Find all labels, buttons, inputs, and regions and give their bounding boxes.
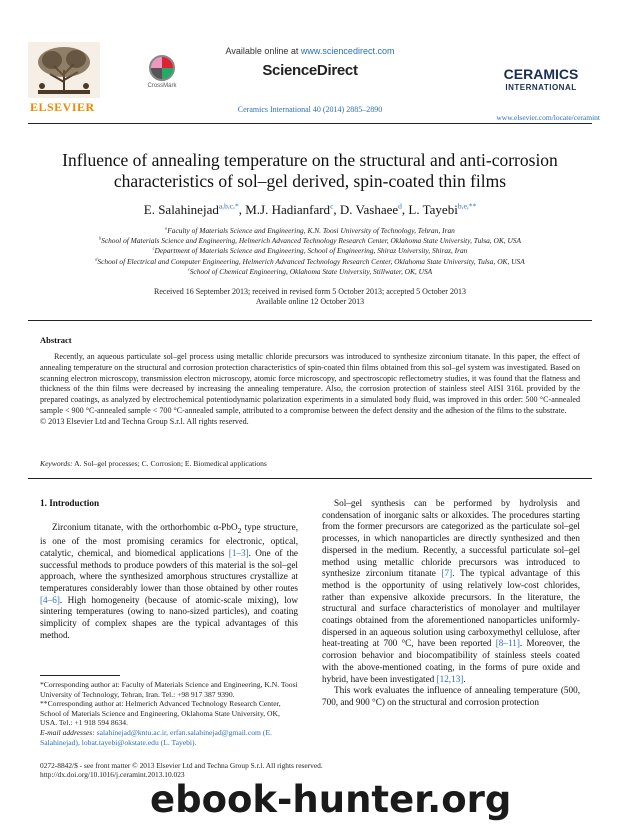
publisher-logo-text: ELSEVIER [30,100,95,114]
citation-link[interactable]: [1–3] [228,547,249,558]
affiliation-item [30,246,590,256]
citation-link[interactable]: [12,13] [436,673,464,684]
abstract-copyright: © 2013 Elsevier Ltd and Techna Group S.r.l. All rights reserved. [40,416,249,426]
author-marks[interactable]: d [398,201,402,211]
text-run: Sol–gel synthesis can be performed by hydrolysis and condensation of inorganic salts or alkoxides. The procedures starting from the former precursors are categorized as the particulate sol–gel processes, in which nanoparticles are directly synthesized and then dispersed in the medium. Recently, a successful particulate sol–gel method using metallic chloride precursors was introduced to synthesize zirconium titanate [322,498,580,579]
affiliation-mark: a [165,225,168,231]
intro-paragraph-2 [322,498,580,685]
footnote-emails [40,728,298,747]
affiliation-item [30,257,590,267]
author-separator: , [333,202,340,217]
text-run: Zirconium titanate, with the orthorhombic α-PbO [52,521,238,532]
author-name: E. Salahinejad [143,202,219,217]
citation-link[interactable]: [7] [441,568,453,579]
author-name: M.J. Hadianfard [245,202,331,217]
keywords-list: A. Sol–gel processes; C. Corrosion; E. Biomedical applications [72,459,267,468]
affiliation-text: School of Electrical and Computer Engineering, Helmerich Advanced Technology Research Center, Oklahoma State University, Tulsa, OK, USA [97,256,525,266]
intro-paragraph-3: This work evaluates the influence of annealing temperature (500, 700, and 900 °C) on the structural and corrosion protection [322,685,580,707]
doi-link[interactable]: http://dx.doi.org/10.1016/j.ceramint.2013.10.023 [40,770,185,780]
available-prefix: Available online at [225,46,301,56]
journal-homepage-link[interactable]: www.elsevier.com/locate/ceramint [496,113,600,122]
elsevier-tree-logo [28,42,100,98]
affiliation-mark: e [187,266,190,272]
page-footer [40,761,460,780]
affiliation-text: School of Materials Science and Engineering, Helmerich Advanced Technology Research Center, Oklahoma State University, Tulsa, OK, USA [101,236,522,246]
email-label: E-mail addresses: [40,727,95,737]
journal-reference-link[interactable]: Ceramics International 40 (2014) 2885–2890 [237,105,383,114]
article-title: Influence of annealing temperature on the structural and anti-corrosion characteristics of sol–gel derived, spin-coated thin films [62,150,558,191]
journal-logo [486,68,596,94]
abstract-bottom-rule [28,478,592,479]
author-separator: , [238,202,246,217]
journal-logo-line1: CERAMICS [503,66,579,82]
text-run: . High homogeneity (because of atomic-scale mixing), low sintering temperatures (owing to nano-sized particles), and coating simplicity of complex shapes are the typical advantages of this method. [40,594,298,640]
author-marks[interactable]: a,b,c,* [218,201,239,211]
author-marks[interactable]: c [330,201,334,211]
affiliation-text: Department of Materials Science and Engineering, School of Engineering, Shiraz University, Shiraz, Iran [154,246,468,256]
crossmark-badge[interactable] [142,55,182,89]
affiliation-mark: b [98,235,102,241]
received-dates: Received 16 September 2013; received in revised form 5 October 2013; accepted 5 October 2013 [154,287,466,296]
text-run: . [463,673,466,684]
affiliation-mark: c [152,245,155,251]
watermark-text: ebook-hunter.org [150,778,512,821]
affiliation-mark: d [95,256,98,262]
article-history [40,287,580,307]
crossmark-icon [149,55,175,81]
affiliation-item [30,236,590,246]
intro-paragraph-1 [40,522,298,642]
journal-logo-line2: INTERNATIONAL [505,83,577,92]
text-run: . Moreover, the corrosion behavior and biocompatibility of stainless steels coated with the above-mentioned coating, in the forms of pure oxide and hybrid, have been investigated [322,638,580,684]
keywords-label: Keywords: [40,459,73,468]
available-online [200,46,420,56]
citation-link[interactable]: [4–6] [40,594,60,605]
citation-link[interactable]: [8–11] [495,638,520,649]
author-list [40,202,580,218]
author-separator: , [401,202,409,217]
sciencedirect-url-link[interactable]: www.sciencedirect.com [300,46,395,56]
footnote-1: *Corresponding author at: Faculty of Materials Science and Engineering, K.N. Toosi University of Technology, Tehran, Iran. Tel.: +98 917 387 9390. [40,680,298,699]
header-rule [28,123,592,124]
issn-line: 0272-8842/$ - see front matter © 2013 Elsevier Ltd and Techna Group S.r.l. All rights reserved. [40,761,323,770]
text-run: . The typical advantage of this method is the opportunity of using relatively low-cost chlorides, rather than expensive alkoxide precursors. In the literature, the structural and surface characteristics of monolayer and multilayer coatings obtained from the aforementioned nanoparticles uniformly-dispersed in an aqueous solution using carboxymethyl cellulose, after heat-treating at 700 °C, have been reported [322,568,580,649]
subscript: 2 [237,525,242,535]
abstract-heading: Abstract [40,335,72,345]
page-header [0,0,620,130]
footnotes [40,675,298,747]
abstract-body [40,352,580,428]
text-run: type structure, is one of the most promising ceramics for electronic, optical, catalytic, chemical, and biomedical applications [40,521,298,558]
author-name: D. Vashaee [339,202,399,217]
text-run: . One of the successful methods to produce powders of this material is the sol–gel approach, where the synthesized amorphous structures crystallize at temperatures considerably lower than those obtained by other routes [40,547,298,594]
platform-logo: ScienceDirect [262,62,358,79]
email-links[interactable]: salahinejad@kntu.ac.ir, erfan.salahinejad@gmail.com (E. Salahinejad), lobat.tayebi@okstate.edu (L. Tayebi). [40,727,272,747]
abstract-text: Recently, an aqueous particulate sol–gel process using metallic chloride precursors was introduced to synthesize zirconium titanate. In this paper, the effect of annealing temperature on the structural and corrosion protection characteristics of spin-coated thin films obtained from this sol–gel system was investigated. Based on scanning electron microscopy, transmission electron microscopy, atomic force microscopy, and spectroscopic reflectometry studies, it was found that the flatness and thickness of the thin films were decreased by increasing the annealing temperature. Also, the corrosion protection of stainless steel AISI 316L provided by the prepared coatings, as analyzed by electrochemical potentiodynamic polarization experiments in a simulated body fluid, was improved in this order: 500 °C-annealed sample < 900 °C-annealed sample < 700 °C-annealed sample, attributed to a compromise between the defect density and the adhesion of the films to the substrate. [40,352,580,415]
crossmark-label: CrossMark [147,83,177,89]
affiliation-text: Faculty of Materials Science and Engineering, K.N. Toosi University of Technology, Tehran, Iran [167,226,455,235]
footnote-rule [40,675,120,676]
footnote-2: **Corresponding author at: Helmerich Advanced Technology Research Center, School of Materials Science and Engineering, Oklahoma State University, OK, USA. Tel.: +1 918 594 8634. [40,699,281,728]
left-column [40,498,298,642]
affiliation-item [30,267,590,277]
affiliations [30,226,590,277]
abstract-top-rule [28,320,592,321]
section-heading-introduction: 1. Introduction [40,498,100,508]
affiliation-item [30,226,590,236]
author-name: L. Tayebi [408,202,458,217]
right-column [322,498,580,709]
keywords [40,459,580,468]
affiliation-text: School of Chemical Engineering, Oklahoma State University, Stillwater, OK, USA [189,266,433,276]
author-marks[interactable]: b,e,** [457,201,477,211]
available-date: Available online 12 October 2013 [255,297,365,306]
